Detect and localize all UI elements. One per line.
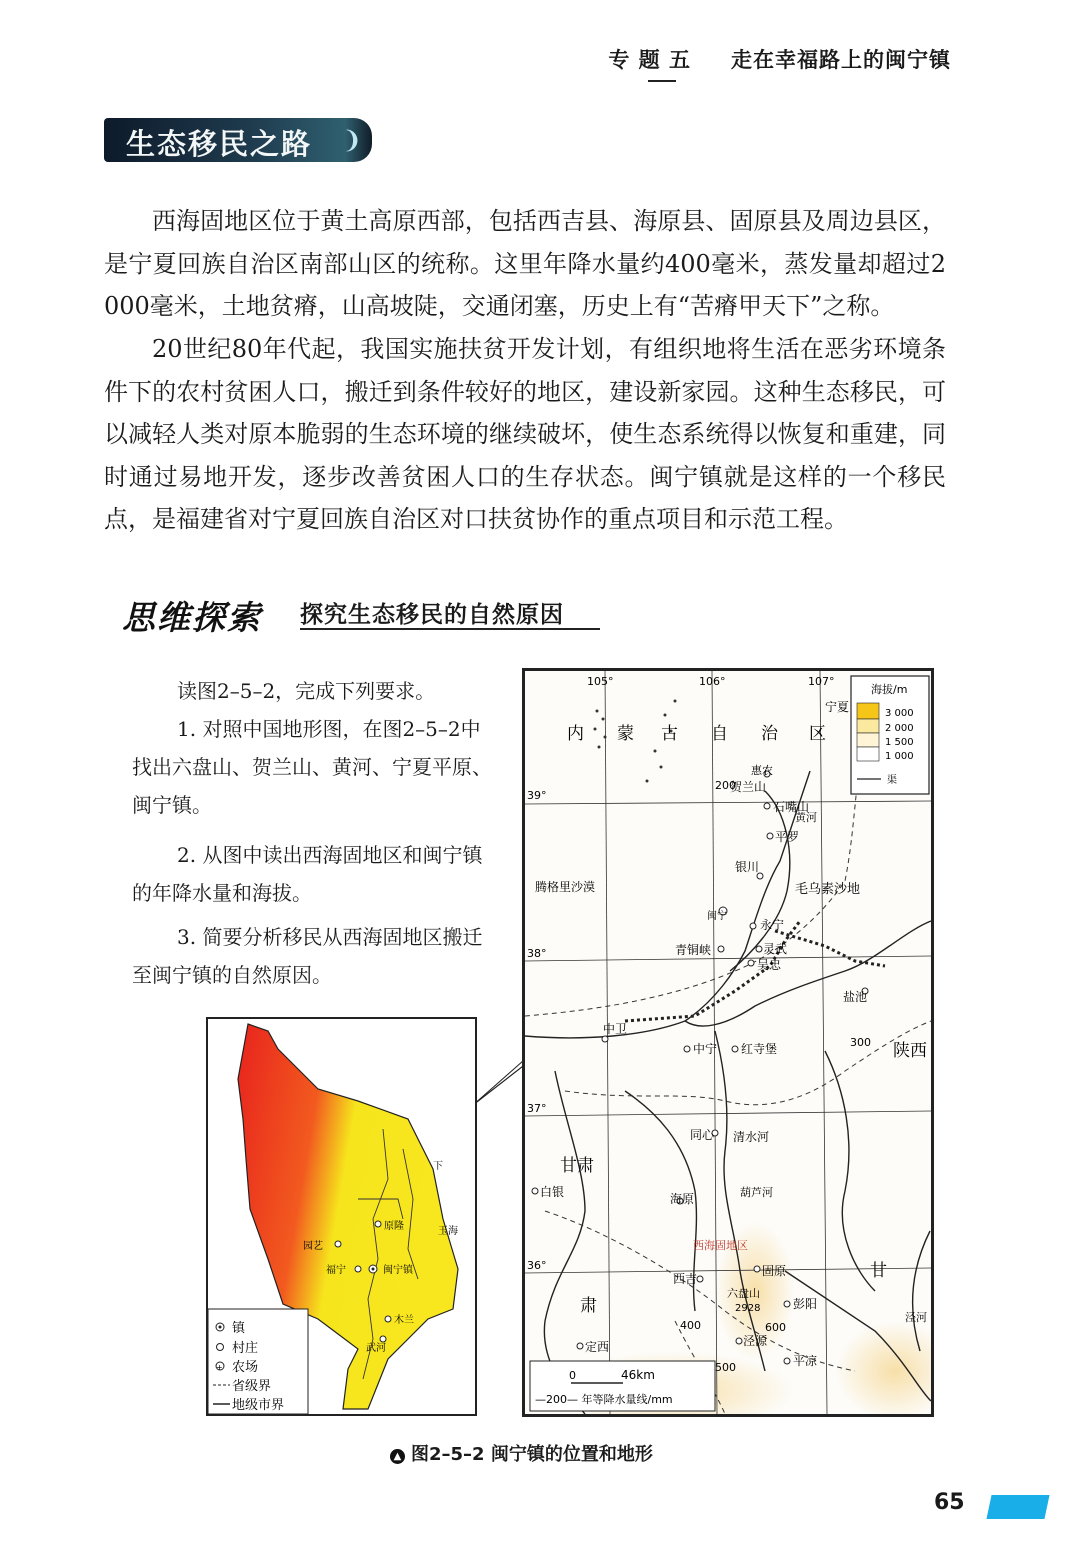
page-number: 65 <box>934 1490 965 1515</box>
header-title: 走在幸福路上的闽宁镇 <box>731 48 951 72</box>
main-map <box>522 668 934 1417</box>
isohyet-label-200: 200 <box>715 779 736 792</box>
place-guyuan: 固原 <box>762 1264 787 1278</box>
lon-105: 105° <box>587 675 614 688</box>
inset-place-xia: 下 <box>433 1161 443 1172</box>
place-yanchi: 盐池 <box>843 990 868 1004</box>
inset-place-mulan: 木兰 <box>394 1315 414 1326</box>
place-xihaigu: 西海固地区 <box>693 1239 748 1252</box>
svg-text:区: 区 <box>809 724 826 744</box>
task-2: 2. 从图中读出西海固地区和闽宁镇的年降水量和海拔。 <box>132 843 483 905</box>
place-dingxi: 定西 <box>585 1340 610 1354</box>
lat-38: 38° <box>527 947 547 960</box>
label-hulu-river: 葫芦河 <box>740 1186 773 1199</box>
inset-map <box>206 1017 477 1416</box>
explore-label: 思维探索 <box>122 598 262 637</box>
svg-text:蒙: 蒙 <box>617 724 634 744</box>
task-3: 3. 简要分析移民从西海固地区搬迁至闽宁镇的自然原因。 <box>132 925 483 987</box>
label-yellow-river: 黄河 <box>795 811 817 824</box>
legend-swatch-2000 <box>857 719 879 733</box>
legend-level-1: 3 000 <box>885 708 914 719</box>
place-zhongwei: 中卫 <box>603 1022 628 1036</box>
legend-level-2: 2 000 <box>885 723 914 734</box>
main-map-svg <box>525 671 931 1414</box>
paragraph-2: 20世纪80年代起，我国实施扶贫开发计划，有组织地将生活在恶劣环境条件下的农村贫困人口，搬迁到条件较好的地区，建设新家园。这种生态移民，可以减轻人类对原本脆弱的生态环境的继续破坏，使生态系统得以恢复和重建，同时通过易地开发，逐步改善贫困人口的生存状态。闽宁镇就是这样的一个移民点，是福建省对宁夏回族自治区对口扶贫协作的重点项目和示范工程。 <box>104 335 946 533</box>
inset-place-funing: 福宁 <box>326 1265 346 1276</box>
inset-legend-town: 镇 <box>232 1321 246 1336</box>
svg-text:治: 治 <box>761 724 778 744</box>
place-pingliang: 平凉 <box>793 1354 818 1368</box>
place-tongxin: 同心 <box>690 1128 715 1142</box>
svg-text:内: 内 <box>567 724 584 744</box>
place-lingwu: 灵武 <box>763 942 788 956</box>
place-huinong: 惠农 <box>751 764 773 777</box>
place-zhongning: 中宁 <box>693 1042 718 1056</box>
inset-legend-village: 村庄 <box>232 1341 259 1356</box>
svg-text:+: + <box>216 1363 223 1372</box>
place-yinchuan: 银川 <box>735 860 760 874</box>
isohyet-label-500: 500 <box>715 1361 736 1374</box>
place-jingyuan: 泾源 <box>743 1334 768 1348</box>
page-accent-bar <box>986 1495 1049 1519</box>
caption-text: 图2–5–2 闽宁镇的位置和地形 <box>411 1444 653 1465</box>
legend-level-4: 1 000 <box>885 751 914 762</box>
inset-place-yuanyi: 园艺 <box>303 1241 323 1252</box>
header-topic: 专 题 五 <box>608 48 691 72</box>
place-minning: 闽宁 <box>707 911 727 922</box>
isohyet-label-400: 400 <box>680 1319 701 1332</box>
place-shizuishan: 石嘴山 <box>773 800 810 814</box>
label-tengger-desert: 腾格里沙漠 <box>535 880 596 894</box>
isohyet-label-600: 600 <box>765 1321 786 1334</box>
legend-swatch-3000 <box>857 703 879 719</box>
swirl-icon: ❩ <box>341 126 362 154</box>
lat-36: 36° <box>527 1259 547 1272</box>
inset-place-minning: 闽宁镇 <box>383 1265 413 1276</box>
svg-text:自: 自 <box>711 724 728 744</box>
svg-text:古: 古 <box>661 724 678 744</box>
legend-swatch-1000 <box>857 747 879 761</box>
inset-place-wuhe: 武河 <box>366 1343 386 1354</box>
legend-swatch-1500 <box>857 733 879 747</box>
task-intro: 读图2–5–2，完成下列要求。 <box>177 679 436 703</box>
triangle-icon: ▲ <box>390 1449 405 1464</box>
inset-map-svg <box>208 1019 475 1414</box>
place-pingluo: 平罗 <box>775 830 800 844</box>
place-haiyuan: 海原 <box>670 1192 695 1206</box>
task-1: 1. 对照中国地形图，在图2–5–2中找出六盘山、贺兰山、黄河、宁夏平原、闽宁镇。 <box>132 717 492 817</box>
inset-legend-farm: 农场 <box>232 1360 259 1375</box>
scale-distance: 46km <box>621 1368 655 1382</box>
peak-elevation: 2928 <box>735 1303 761 1314</box>
label-maowusu: 毛乌素沙地 <box>795 882 861 897</box>
great-wall <box>775 931 885 966</box>
lon-107: 107° <box>808 675 835 688</box>
isohyet-label-300: 300 <box>850 1036 871 1049</box>
scale-zero: 0 <box>569 1369 576 1382</box>
place-xiji: 西吉 <box>673 1272 698 1286</box>
place-liupanshan: 六盘山 <box>727 1287 760 1300</box>
explore-subtitle: 探究生态移民的自然原因 <box>300 602 564 628</box>
label-ningxia: 宁夏 <box>825 700 850 714</box>
label-jing-river: 泾河 <box>905 1311 927 1324</box>
label-gan: 甘 <box>870 1261 887 1281</box>
label-shaanxi: 陕西 <box>893 1041 927 1061</box>
isohyet-legend: —200— 年等降水量线/mm <box>535 1393 673 1406</box>
place-wuzhong: 吴忠 <box>757 958 782 972</box>
inset-place-yuanlong: 原隆 <box>384 1221 404 1232</box>
label-qingshui-river: 清水河 <box>733 1130 770 1144</box>
paragraph-1: 西海固地区位于黄土高原西部，包括西吉县、海原县、固原县及周边县区，是宁夏回族自治区南部山区的统称。这里年降水量约400毫米，蒸发量却超过2 000毫米，土地贫瘠，山高坡陡，交通闭塞，历史上有“苦瘠甲天下”之称。 <box>104 207 946 320</box>
place-qingtongxia: 青铜峡 <box>675 943 712 957</box>
inset-legend-province-border: 省级界 <box>232 1379 272 1394</box>
lat-39: 39° <box>527 789 547 802</box>
lat-37: 37° <box>527 1102 547 1115</box>
label-helanshan: 贺兰山 <box>730 780 767 794</box>
legend-title: 海拔/m <box>871 683 908 696</box>
inset-legend-city-border: 地级市界 <box>232 1398 285 1413</box>
place-hongsibu: 红寺堡 <box>741 1042 778 1056</box>
label-gansu: 甘肃 <box>560 1156 594 1176</box>
legend-level-3: 1 500 <box>885 737 914 748</box>
figure-caption <box>390 1440 653 1466</box>
lon-106: 106° <box>699 675 726 688</box>
legend-canal-label: 渠 <box>887 775 897 786</box>
label-su: 肃 <box>580 1296 597 1316</box>
place-yongning: 永宁 <box>760 918 785 932</box>
section-title: 生态移民之路 <box>126 127 313 161</box>
inset-place-yuhai: 玉海 <box>438 1226 458 1237</box>
place-baiyin: 白银 <box>540 1185 565 1199</box>
place-pengyang: 彭阳 <box>793 1297 818 1311</box>
